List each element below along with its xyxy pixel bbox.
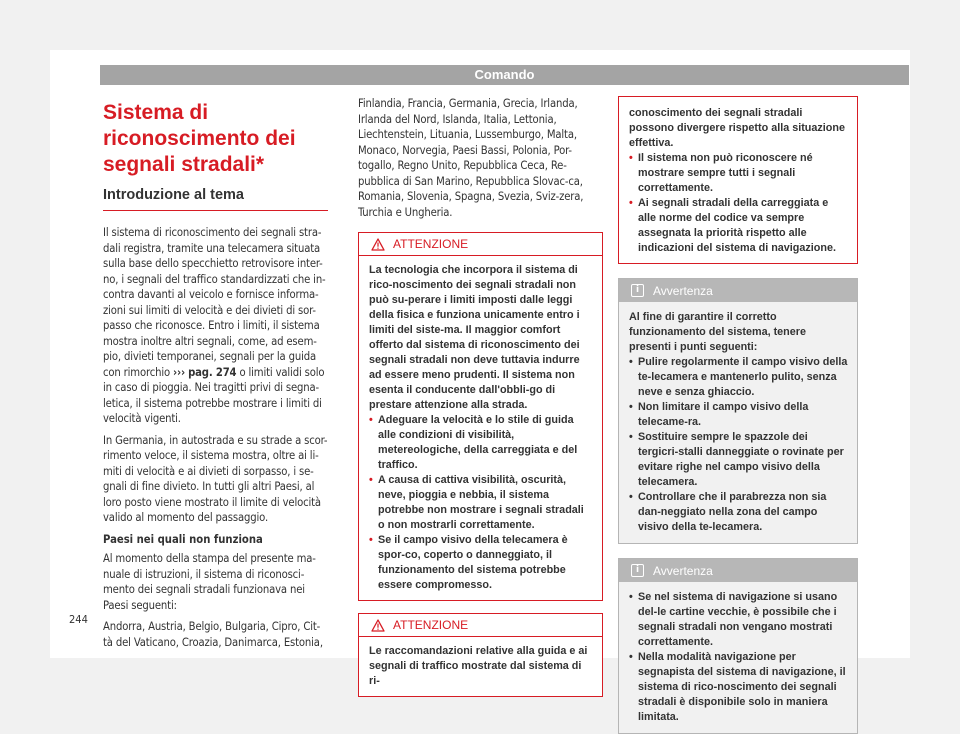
manual-page	[50, 50, 910, 723]
warning-box-1-intro: La tecnologia che incorpora il sistema di rico-noscimento dei segnali stradali non può su-perare i limiti imposti dalle leggi della fisica e funziona unicamente entro i limiti del siste-ma. Il maggior comfort offerto dal sistema di riconoscimento dei segnali stradali non deve tuttavia indurre ad essere meno prudenti. Il sistema non esenta il conducente dall'obbli-go di prestare attenzione alla strada.	[369, 264, 580, 411]
germany-paragraph: In Germania, in autostrada e su strade a scor-rimento veloce, il sistema mostra, oltre ai li-miti di velocità e ai divieti di sorpasso, i se-gnali di fine divieto. In tutti gli altri Paesi, al loro posto viene mostrato il limite di velocità valido al momento del passaggio.	[103, 433, 328, 524]
section-subtitle: Introduzione al tema	[103, 178, 328, 211]
note-box-2-label: Avvertenza	[653, 563, 713, 578]
list-item: • Adeguare la velocità e lo stile di guida alle condizioni di visibilità, metereologiche, della carreggiata e del traffico.	[369, 414, 578, 471]
bullet-icon: •	[629, 401, 633, 413]
info-icon: i	[631, 284, 644, 297]
bullet-icon: •	[629, 491, 633, 503]
warning-box-2-label: ATTENZIONE	[393, 618, 469, 632]
list-item: • Ai segnali stradali della carreggiata e alle norme del codice va sempre assegnata la priorità rispetto alle indicazioni del sistema di navigazione.	[629, 197, 836, 254]
countries-heading: Paesi nei quali non funziona	[103, 532, 263, 546]
list-item: • Nella modalità navigazione per segnapista del sistema di navigazione, il sistema di rico-noscimento dei segnali stradali è disponibile solo in maniera limitata.	[629, 651, 846, 723]
list-item: • Non limitare il campo visivo della telecame-ra.	[629, 401, 809, 428]
countries-intro: Al momento della stampa del presente ma-nuale di istruzioni, il sistema di riconosci-mento dei segnali stradali funzionava nei Paesi seguenti:	[103, 552, 316, 612]
warning-box-continued-body	[619, 97, 857, 263]
warning-box-continued	[618, 96, 858, 264]
bullet-icon: •	[369, 474, 373, 486]
list-item: • Sostituire sempre le spazzole dei tergicri-stalli danneggiate o rovinate per evitare righe nel campo visivo della telecamera.	[629, 431, 844, 488]
bullet-icon: •	[629, 197, 633, 209]
list-item: • Il sistema non può riconoscere né mostrare sempre tutti i segnali correttamente.	[629, 152, 813, 194]
column-left	[103, 96, 328, 656]
note-box-1-header	[619, 279, 857, 302]
warning-triangle-icon	[371, 238, 385, 251]
page-ref-link[interactable]: pag. 274	[188, 365, 237, 379]
page-title	[103, 100, 328, 178]
warning-box-1-label: ATTENZIONE	[393, 237, 469, 251]
warning-box-2-body	[359, 637, 602, 696]
warning-box-2-intro: Le raccomandazioni relative alla guida e ai segnali di traffico mostrate dal sistema di ri-	[369, 645, 588, 687]
warning-box-1-body	[359, 256, 602, 600]
warning-continued-intro: conoscimento dei segnali stradali possono divergere rispetto alla situazione effettiva.	[629, 107, 845, 149]
warning-triangle-icon	[371, 619, 385, 632]
bullet-icon: •	[629, 651, 633, 663]
warning-box-2	[358, 613, 603, 697]
intro-paragraph	[103, 225, 328, 427]
list-item: • Se nel sistema di navigazione si usano del-le cartine vecchie, è possibile che i segnali stradali non vengano mostrati correttamente.	[629, 591, 838, 648]
title-line-2: segnali stradali*	[103, 153, 265, 176]
intro-text-a: Il sistema di riconoscimento dei segnali stra-dali registra, tramite una telecamera situata sulla base dello specchietto retrovisore inter-no, i segnali del traffico standardizzati che in-contra davanti al veicolo e fornisce informa-zioni sui limiti di velocità e dei divieti di sor-passo che riconosce. Entro i limiti, il sistema mostra inoltre altri segnali, come, ad esem-pio, divieti temporanei, segnali per la guida con rimorchio	[103, 226, 326, 379]
column-middle	[358, 96, 603, 697]
page-ref-arrow: ›››	[173, 365, 186, 379]
page-number: 244	[69, 613, 88, 626]
list-item: • Se il campo visivo della telecamera è spor-co, coperto o danneggiato, il funzionamento del sistema potrebbe essere compromesso.	[369, 534, 568, 591]
bullet-icon: •	[369, 534, 373, 546]
bullet-icon: •	[629, 431, 633, 443]
warning-box-2-header	[359, 614, 602, 637]
warning-box-1-header	[359, 233, 602, 256]
note-box-2-header	[619, 559, 857, 582]
countries-list-start: Andorra, Austria, Belgio, Bulgaria, Cipro, Cit-tà del Vaticano, Croazia, Danimarca, Estonia,	[103, 620, 323, 649]
note-box-1-label: Avvertenza	[653, 283, 713, 298]
note-box-1-body	[619, 302, 857, 543]
list-item: • Controllare che il parabrezza non sia dan-neggiato nella zona del campo visivo della te-lecamera.	[629, 491, 827, 533]
list-item: • A causa di cattiva visibilità, oscurità, neve, pioggia e nebbia, il sistema potrebbe non mostrare i segnali stradali o non mostrarli correttamente.	[369, 474, 584, 531]
column-right	[618, 96, 858, 734]
bullet-icon: •	[629, 152, 633, 164]
info-icon: i	[631, 564, 644, 577]
title-line-1: Sistema di riconoscimento dei	[103, 101, 296, 150]
bullet-icon: •	[369, 414, 373, 426]
bullet-icon: •	[629, 356, 633, 368]
countries-list-cont: Finlandia, Francia, Germania, Grecia, Irlanda, Irlanda del Nord, Islanda, Italia, Lettonia, Liechtenstein, Lituania, Lussemburgo, Malta, Monaco, Norvegia, Paesi Bassi, Polonia, Por-togallo, Regno Unito, Repubblica Ceca, Re-pubblica di San Marino, Repubblica Slovac-ca, Romania, Slovenia, Spagna, Svezia, Sviz-zera, Turchia e Ungheria.	[358, 97, 584, 219]
section-header: Comando	[100, 65, 909, 85]
list-item: • Pulire regolarmente il campo visivo della te-lecamera e mantenerlo pulito, senza neve e senza ghiaccio.	[629, 356, 848, 398]
bullet-icon: •	[629, 591, 633, 603]
intro-text-b: o limiti validi solo in caso di pioggia. Nei tragitti privi di segna-letica, il sistema potrebbe mostrare i limiti di velocità vigenti.	[103, 365, 325, 425]
note-box-2-body	[619, 582, 857, 733]
warning-box-1	[358, 232, 603, 601]
note-box-1-intro: Al fine di garantire il corretto funzionamento del sistema, tenere presenti i punti seguenti:	[629, 311, 806, 353]
note-box-1	[618, 278, 858, 544]
